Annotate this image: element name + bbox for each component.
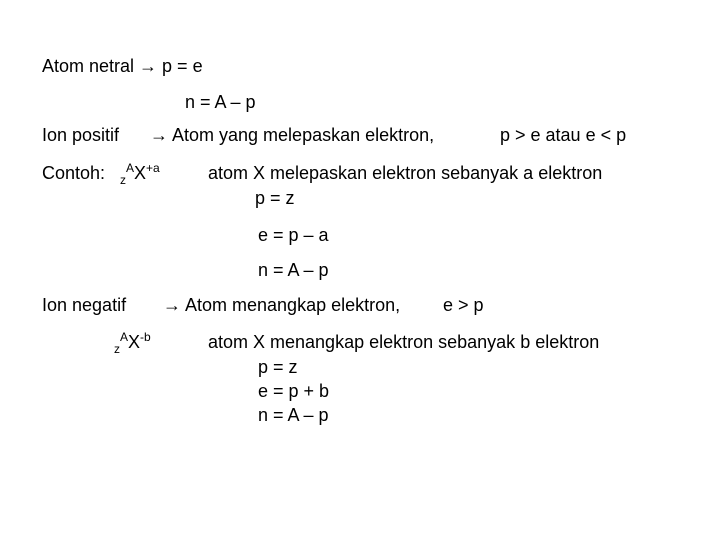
- ion-positive-description: atom X melepaskan elektron sebanyak a elektron: [208, 163, 603, 183]
- ion-positive-condition: p > e atau e < p: [500, 125, 627, 145]
- neutron-formula: n = A – p: [185, 92, 256, 112]
- electron-equation: e = p + b: [258, 381, 330, 401]
- electron-equation: e = p – a: [258, 225, 329, 245]
- atomic-number: z: [120, 173, 126, 187]
- ion-charge: +a: [146, 161, 160, 175]
- element-symbol: X: [128, 332, 141, 352]
- ion-negative-notation: [114, 331, 151, 355]
- neutron-equation: n = A – p: [258, 260, 329, 280]
- element-symbol: X: [134, 163, 147, 183]
- mass-number: A: [120, 330, 129, 344]
- ion-positive-definition: → Atom yang melepaskan elektron,: [150, 125, 435, 145]
- ion-positive-notation: [120, 162, 160, 186]
- ion-negative-condition: e > p: [443, 295, 484, 315]
- mass-number: A: [126, 161, 135, 175]
- ion-charge: -b: [140, 330, 151, 344]
- ion-negative-definition: → Atom menangkap elektron,: [163, 295, 401, 315]
- neutron-equation: n = A – p: [258, 405, 329, 425]
- ion-negative-label: Ion negatif: [42, 295, 127, 315]
- neutral-atom-line: Atom netral → p = e: [42, 56, 203, 76]
- ion-positive-label: Ion positif: [42, 125, 120, 145]
- proton-equation: p = z: [255, 188, 295, 208]
- ion-negative-description: atom X menangkap elektron sebanyak b elektron: [208, 332, 600, 352]
- proton-equation: p = z: [258, 357, 298, 377]
- atomic-number: z: [114, 342, 120, 356]
- example-label: Contoh:: [42, 163, 106, 183]
